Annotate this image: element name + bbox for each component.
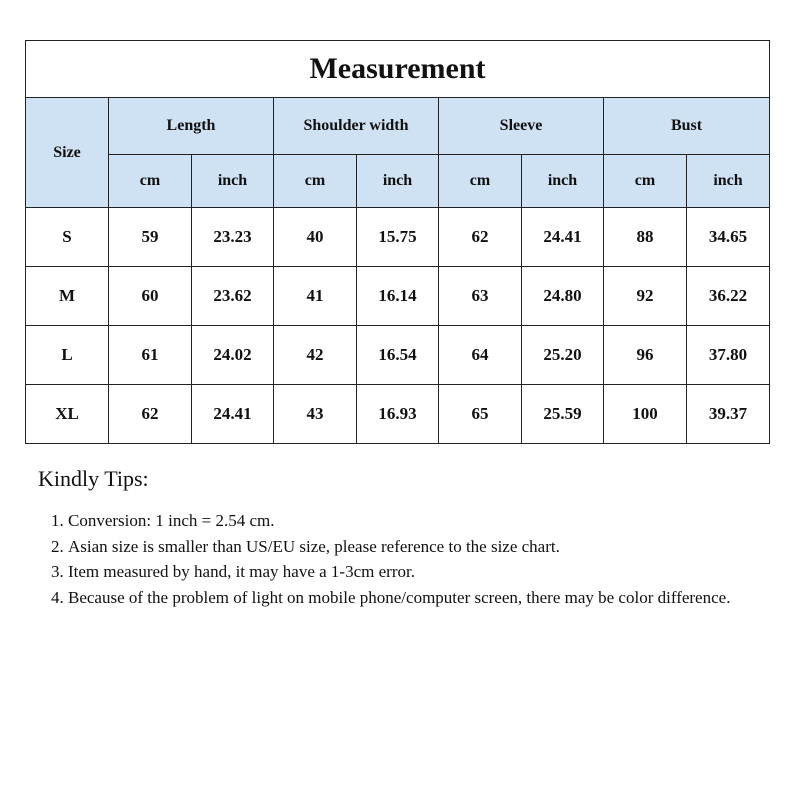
tip-item: 1. Conversion: 1 inch = 2.54 cm. xyxy=(68,508,768,534)
group-header-bust: Bust xyxy=(604,98,770,155)
table-cell: 100 xyxy=(604,385,687,444)
table-cell: 25.59 xyxy=(522,385,604,444)
table-cell: 24.02 xyxy=(192,326,274,385)
table-cell: 23.62 xyxy=(192,267,274,326)
unit-header-cm: cm xyxy=(109,155,192,208)
table-cell: 24.41 xyxy=(192,385,274,444)
table-cell: 88 xyxy=(604,208,687,267)
table-cell: 62 xyxy=(439,208,522,267)
table-cell: 96 xyxy=(604,326,687,385)
unit-header-inch: inch xyxy=(192,155,274,208)
unit-header-cm: cm xyxy=(439,155,522,208)
size-cell: XL xyxy=(26,385,109,444)
table-cell: 24.41 xyxy=(522,208,604,267)
table-cell: 41 xyxy=(274,267,357,326)
table-cell: 36.22 xyxy=(687,267,770,326)
table-cell: 24.80 xyxy=(522,267,604,326)
kindly-tips-section xyxy=(38,466,768,610)
size-column-header: Size xyxy=(26,98,109,208)
unit-header-inch: inch xyxy=(357,155,439,208)
table-cell: 64 xyxy=(439,326,522,385)
tip-item: 4. Because of the problem of light on mobile phone/computer screen, there may be color difference. xyxy=(68,585,768,611)
table-row xyxy=(26,326,770,385)
table-cell: 25.20 xyxy=(522,326,604,385)
group-header-shoulder-width: Shoulder width xyxy=(274,98,439,155)
unit-header-cm: cm xyxy=(274,155,357,208)
tip-item: 2. Asian size is smaller than US/EU size, please reference to the size chart. xyxy=(68,534,768,560)
tips-title: Kindly Tips: xyxy=(38,466,149,491)
group-header-sleeve: Sleeve xyxy=(439,98,604,155)
table-cell: 39.37 xyxy=(687,385,770,444)
table-cell: 59 xyxy=(109,208,192,267)
table-cell: 15.75 xyxy=(357,208,439,267)
size-chart-table xyxy=(25,40,770,444)
unit-header-cm: cm xyxy=(604,155,687,208)
unit-header-inch: inch xyxy=(522,155,604,208)
size-cell: L xyxy=(26,326,109,385)
table-cell: 23.23 xyxy=(192,208,274,267)
table-cell: 16.54 xyxy=(357,326,439,385)
table-cell: 62 xyxy=(109,385,192,444)
table-cell: 16.14 xyxy=(357,267,439,326)
table-cell: 16.93 xyxy=(357,385,439,444)
unit-header-inch: inch xyxy=(687,155,770,208)
table-cell: 60 xyxy=(109,267,192,326)
size-cell: S xyxy=(26,208,109,267)
table-cell: 65 xyxy=(439,385,522,444)
group-header-length: Length xyxy=(109,98,274,155)
table-row xyxy=(26,208,770,267)
table-cell: 63 xyxy=(439,267,522,326)
size-cell: M xyxy=(26,267,109,326)
table-cell: 40 xyxy=(274,208,357,267)
table-cell: 37.80 xyxy=(687,326,770,385)
table-row xyxy=(26,385,770,444)
table-cell: 42 xyxy=(274,326,357,385)
table-title: Measurement xyxy=(26,41,770,98)
table-cell: 43 xyxy=(274,385,357,444)
table-cell: 92 xyxy=(604,267,687,326)
table-cell: 61 xyxy=(109,326,192,385)
table-cell: 34.65 xyxy=(687,208,770,267)
tips-list xyxy=(38,508,768,610)
table-row xyxy=(26,267,770,326)
tip-item: 3. Item measured by hand, it may have a 1-3cm error. xyxy=(68,559,768,585)
